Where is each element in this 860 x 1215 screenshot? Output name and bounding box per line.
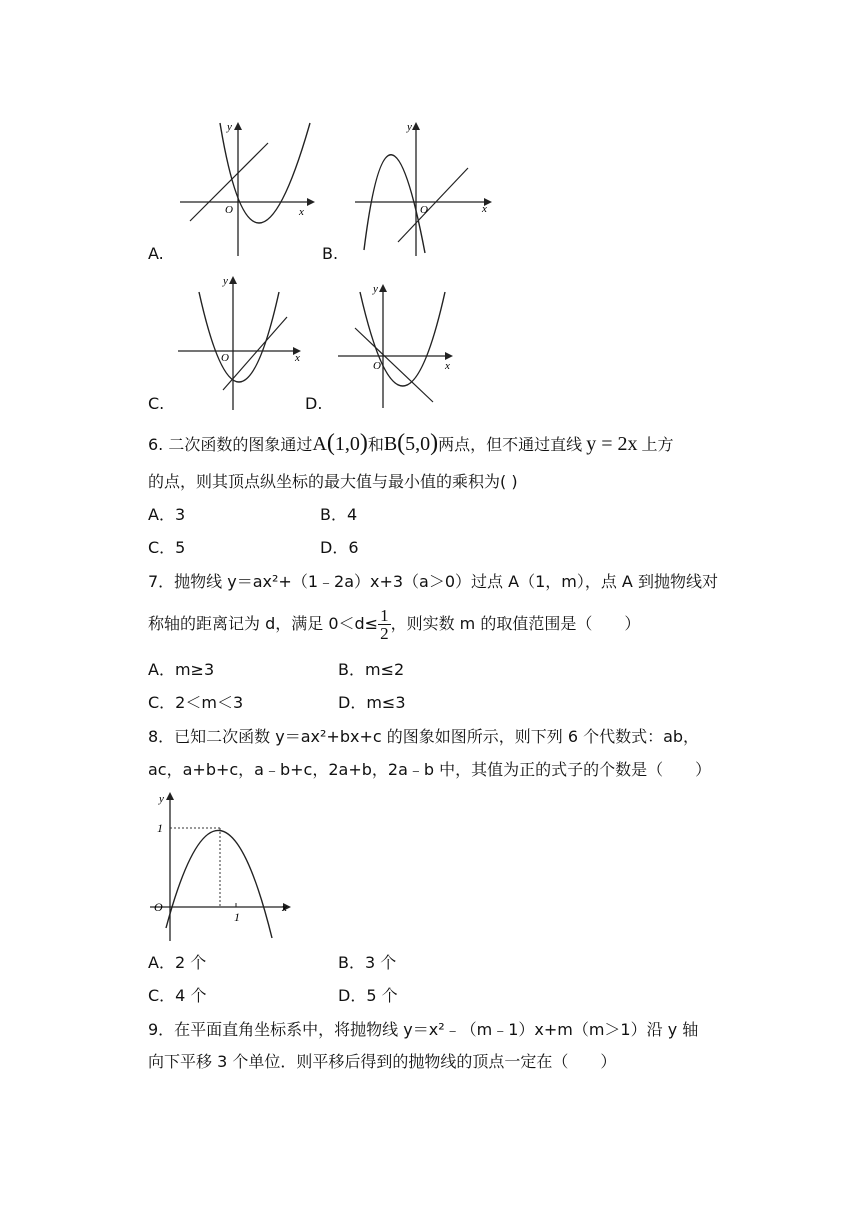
point-a-coord: 1,0 xyxy=(334,433,360,455)
question-9-line-2: 向下平移 3 个单位．则平移后得到的抛物线的顶点一定在（ ） xyxy=(148,1052,617,1071)
q6-pre: 6. 二次函数的图象通过 xyxy=(148,435,313,454)
axis-x-label: x xyxy=(482,203,487,215)
line-equation: y = 2x xyxy=(586,433,638,455)
q8-option-b: B．3 个 xyxy=(338,953,397,972)
q7-option-a: A．m≥3 xyxy=(148,660,215,679)
axis-y-label: y xyxy=(227,121,232,133)
axis-y-label: y xyxy=(159,793,164,805)
q7-option-c: C．2＜m＜3 xyxy=(148,693,244,712)
q6-option-d: D．6 xyxy=(320,538,359,557)
axis-x-label: x xyxy=(299,206,304,218)
point-b-letter: B xyxy=(383,433,398,455)
graph-option-b-label: B. xyxy=(322,244,339,263)
origin-label: O xyxy=(221,352,229,364)
question-7-line-1: 7．抛物线 y＝ax²+（1﹣2a）x+3（a＞0）过点 A（1，m），点 A 到抛物线对 xyxy=(148,572,718,591)
fraction-numerator: 1 xyxy=(380,606,389,625)
q8-option-d: D．5 个 xyxy=(338,986,398,1005)
question-7-line-2 xyxy=(148,604,640,644)
q8-parabola-graph xyxy=(148,788,298,943)
q6-mid: 两点，但不通过直线 xyxy=(438,435,583,454)
q6-option-a: A．3 xyxy=(148,505,186,524)
q6-tail: 上方 xyxy=(641,435,674,454)
origin-label: O xyxy=(373,360,381,372)
q6-and: 和 xyxy=(367,435,384,454)
question-8-line-1: 8．已知二次函数 y＝ax²+bx+c 的图象如图所示，则下列 6 个代数式：ab， xyxy=(148,727,700,746)
q7-option-b: B．m≤2 xyxy=(338,660,405,679)
point-b: B(5,0) xyxy=(383,430,439,456)
graph-option-a xyxy=(175,118,315,258)
question-6-line-1 xyxy=(148,428,673,460)
fraction-denominator: 2 xyxy=(380,624,389,643)
axis-x-label: x xyxy=(445,360,450,372)
point-b-coord: 5,0 xyxy=(405,433,431,455)
q8-option-c: C．4 个 xyxy=(148,986,207,1005)
origin-label: O xyxy=(225,204,233,216)
q7-line2-pre: 称轴的距离记为 d，满足 0＜d≤ xyxy=(148,614,379,633)
graph-option-a-label: A. xyxy=(148,244,164,263)
question-8-line-2: ac，a+b+c，a﹣b+c，2a+b，2a﹣b 中，其值为正的式子的个数是（ ） xyxy=(148,760,712,779)
axis-x-label: x xyxy=(282,902,287,914)
q6-option-c: C．5 xyxy=(148,538,186,557)
tick-label-x-1: 1 xyxy=(234,910,240,924)
graph-option-d-label: D. xyxy=(305,394,323,413)
question-6-line-2: 的点，则其顶点纵坐标的最大值与最小值的乘积为( ) xyxy=(148,472,518,491)
origin-label: O xyxy=(420,204,428,216)
graph-option-c-label: C. xyxy=(148,394,165,413)
question-9-line-1: 9．在平面直角坐标系中，将抛物线 y＝x²﹣（m﹣1）x+m（m＞1）沿 y 轴 xyxy=(148,1020,699,1039)
point-a: A(1,0) xyxy=(312,430,368,456)
q7-option-d: D．m≤3 xyxy=(338,693,406,712)
q6-option-b: B．4 xyxy=(320,505,358,524)
fraction-one-half xyxy=(378,607,391,642)
graph-option-b xyxy=(350,118,495,258)
graph-option-d xyxy=(335,280,460,410)
q8-option-a: A．2 个 xyxy=(148,953,207,972)
tick-label-y-1: 1 xyxy=(157,821,163,835)
axis-y-label: y xyxy=(373,283,378,295)
origin-label: O xyxy=(154,900,163,914)
graph-option-c xyxy=(175,272,310,412)
axis-x-label: x xyxy=(295,352,300,364)
axis-y-label: y xyxy=(407,121,412,133)
axis-y-label: y xyxy=(223,275,228,287)
point-a-letter: A xyxy=(312,433,327,455)
q7-line2-post: ，则实数 m 的取值范围是（ ） xyxy=(390,614,641,633)
